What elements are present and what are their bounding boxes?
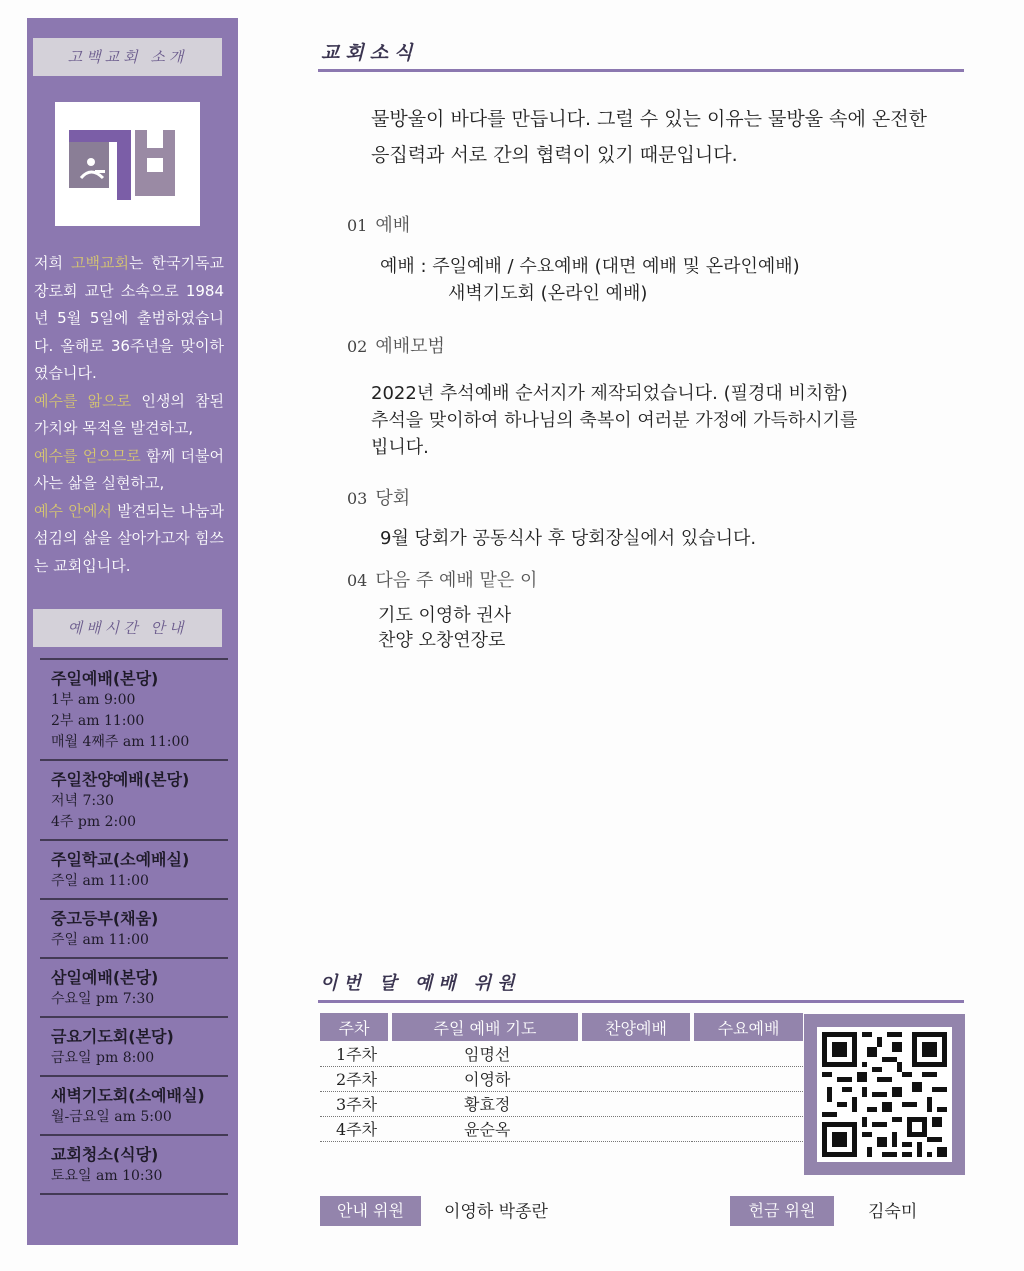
qr-code[interactable]	[804, 1014, 965, 1175]
news-item-line: 2022년 추석예배 순서지가 제작되었습니다. (필경대 비치함)	[371, 383, 848, 404]
news-item-title: 당회	[375, 488, 411, 509]
news-lead: 물방울이 바다를 만듭니다. 그럴 수 있는 이유는 물방울 속에 온전한 응집력과 서로 간의 협력이 있기 때문입니다.	[371, 108, 927, 166]
intro-heading: 고백교회 소개	[33, 38, 222, 76]
news-item-number: 02	[347, 337, 368, 356]
news-item-line: 기도 이영하 권사	[378, 605, 512, 626]
offering-names: 김숙미	[868, 1202, 918, 1222]
table-cell-prayer: 황효정	[390, 1091, 580, 1116]
news-item-line: 빕니다.	[371, 437, 429, 458]
schedule-item	[40, 839, 228, 898]
schedule-item	[40, 1075, 228, 1134]
schedule-title: 금요기도회(본당)	[51, 1027, 174, 1046]
news-item-body	[380, 525, 756, 552]
news-item-line: 예배 : 주일예배 / 수요예배 (대면 예배 및 온라인예배)	[380, 256, 800, 277]
schedule-list	[40, 658, 228, 1195]
table-cell-praise	[580, 1116, 692, 1141]
schedule-title: 주일예배(본당)	[51, 669, 159, 688]
sidebar	[27, 18, 238, 1245]
table-row	[320, 1091, 803, 1116]
news-item-body	[378, 603, 511, 653]
table-cell-prayer: 임명선	[390, 1041, 580, 1066]
table-cell-prayer: 윤순옥	[390, 1116, 580, 1141]
table-cell-week: 3주차	[320, 1091, 390, 1116]
intro-text-part: 함께 더불어 사는 삶을 실현하고,	[34, 446, 224, 492]
committee-heading: 이번 달 예배 위원	[320, 973, 521, 994]
schedule-line: 금요일 pm 8:00	[51, 1050, 155, 1066]
table-cell-wed	[692, 1066, 803, 1091]
guide-names: 이영하 박종란	[444, 1202, 548, 1222]
news-heading: 교회소식	[321, 42, 419, 64]
table-header: 주차	[320, 1013, 390, 1041]
table-cell-wed	[692, 1091, 803, 1116]
schedule-line: 수요일 pm 7:30	[51, 991, 155, 1007]
schedule-line: 매월 4째주 am 11:00	[51, 734, 190, 750]
schedule-item	[40, 898, 228, 957]
schedule-title: 주일찬양예배(본당)	[51, 770, 190, 789]
news-item-line: 찬양 오창연장로	[378, 630, 506, 651]
news-item-number: 03	[347, 489, 368, 508]
news-item-number: 04	[347, 571, 368, 590]
news-item-number: 01	[347, 216, 368, 235]
news-item-line: 새벽기도회 (온라인 예배)	[448, 283, 648, 304]
table-header: 수요예배	[692, 1013, 803, 1041]
intro-text-part: 인생의 참된 가치와 목적을 발견하고,	[34, 391, 224, 437]
schedule-title: 교회청소(식당)	[51, 1145, 159, 1164]
schedule-title: 삼일예배(본당)	[51, 968, 159, 987]
schedule-item	[40, 1134, 228, 1195]
intro-text-part: 는 한국기독교 장로회 교단 소속으로 1984년 5월 5일에 출범하였습니다. 올해로 36주년을 맞이하였습니다.	[34, 254, 224, 382]
schedule-item	[40, 957, 228, 1016]
schedule-line: 주일 am 11:00	[51, 932, 149, 948]
news-rule	[318, 69, 964, 72]
table-cell-praise	[580, 1091, 692, 1116]
intro-text-part: 발견되는 나눔과 섬김의 삶을 살아가고자 힘쓰는 교회입니다.	[34, 501, 225, 575]
news-item-heading	[347, 566, 537, 592]
schedule-title: 중고등부(채움)	[51, 909, 159, 928]
schedule-line: 주일 am 11:00	[51, 873, 149, 889]
schedule-line: 월-금요일 am 5:00	[51, 1109, 172, 1125]
news-item-title: 예배모범	[375, 336, 445, 357]
news-item-title: 예배	[375, 215, 411, 236]
table-row	[320, 1041, 803, 1066]
table-header-row	[320, 1013, 803, 1041]
news-item-heading	[347, 332, 445, 358]
church-logo	[55, 102, 200, 226]
schedule-line: 토요일 am 10:30	[51, 1168, 163, 1184]
schedule-line: 저녁 7:30	[51, 793, 114, 809]
schedule-item	[40, 759, 228, 839]
schedule-line: 4주 pm 2:00	[51, 814, 137, 830]
news-item-heading	[347, 484, 410, 510]
intro-highlight: 예수를 앎으로	[34, 391, 132, 410]
table-cell-prayer: 이영하	[390, 1066, 580, 1091]
schedule-item	[40, 658, 228, 759]
table-cell-praise	[580, 1066, 692, 1091]
table-header: 찬양예배	[580, 1013, 692, 1041]
intro-text	[34, 250, 224, 580]
news-item-body	[371, 380, 857, 461]
intro-text-part: 저희	[34, 254, 72, 272]
table-row	[320, 1116, 803, 1141]
intro-highlight: 예수를 얻으므로	[34, 446, 141, 465]
schedule-line: 2부 am 11:00	[51, 713, 145, 729]
intro-highlight: 예수 안에서	[34, 501, 112, 520]
committee-rule	[318, 1000, 964, 1003]
table-cell-week: 1주차	[320, 1041, 390, 1066]
table-header: 주일 예배 기도	[390, 1013, 580, 1041]
table-cell-week: 2주차	[320, 1066, 390, 1091]
news-item-heading	[347, 211, 410, 237]
news-item-title: 다음 주 예배 맡은 이	[375, 570, 538, 591]
intro-highlight: 고백교회	[71, 254, 129, 272]
schedule-heading: 예배시간 안내	[33, 609, 222, 647]
schedule-line: 1부 am 9:00	[51, 692, 136, 708]
news-item-body	[380, 253, 800, 307]
table-row	[320, 1066, 803, 1091]
offering-label: 헌금 위원	[730, 1196, 834, 1226]
guide-label: 안내 위원	[320, 1196, 421, 1226]
table-cell-praise	[580, 1041, 692, 1066]
news-item-line: 9월 당회가 공동식사 후 당회장실에서 있습니다.	[380, 528, 757, 549]
table-cell-wed	[692, 1116, 803, 1141]
church-logo-icon	[55, 102, 200, 226]
table-cell-wed	[692, 1041, 803, 1066]
table-cell-week: 4주차	[320, 1116, 390, 1141]
schedule-title: 새벽기도회(소예배실)	[51, 1086, 205, 1105]
committee-table	[320, 1013, 803, 1142]
schedule-item	[40, 1016, 228, 1075]
qr-code-icon	[817, 1027, 952, 1162]
schedule-title: 주일학교(소예배실)	[51, 850, 190, 869]
news-item-line: 추석을 맞이하여 하나님의 축복이 여러분 가정에 가득하시기를	[371, 410, 858, 431]
